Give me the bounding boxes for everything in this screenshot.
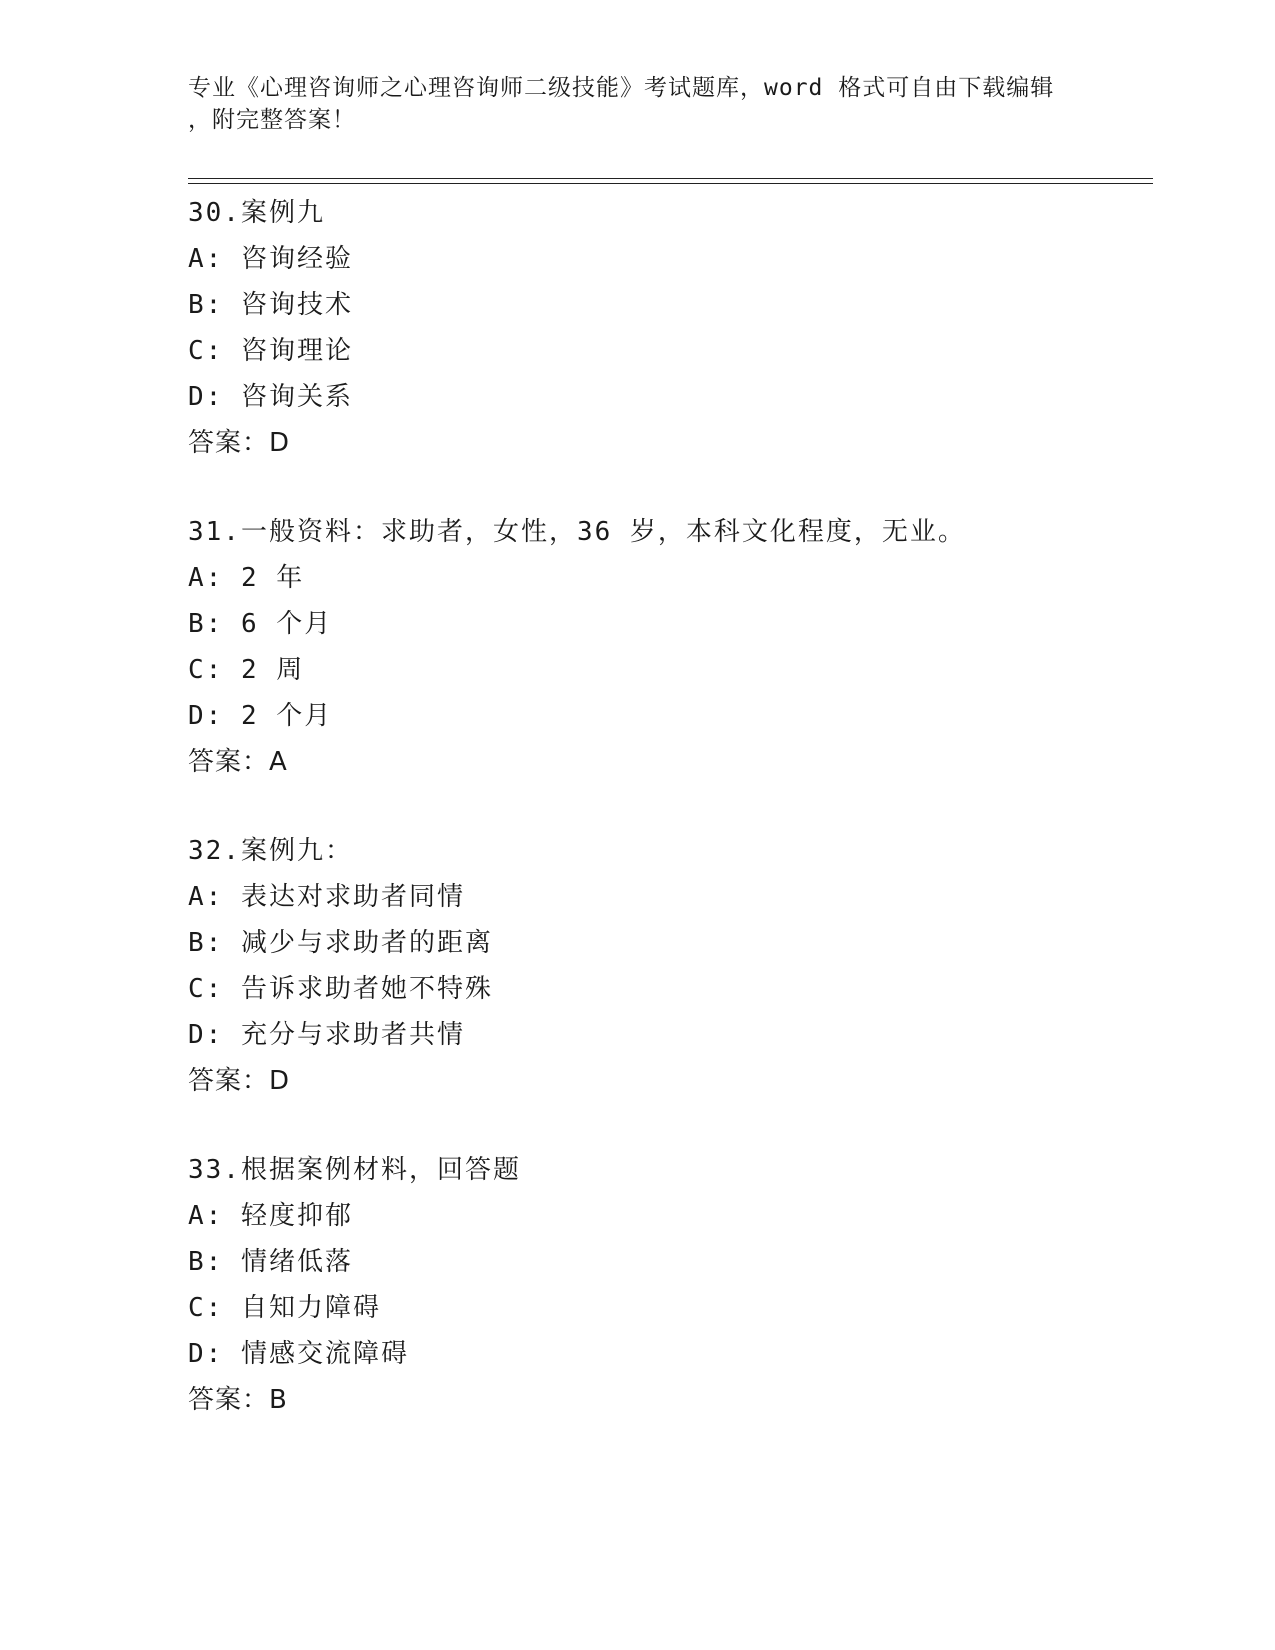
header-line-1: 专业《心理咨询师之心理咨询师二级技能》考试题库，word 格式可自由下载编辑 xyxy=(188,75,1055,101)
answer-line: 答案：B xyxy=(188,1385,288,1415)
header-line-2: ，附完整答案！ xyxy=(188,107,356,133)
option-d: D: 咨询关系 xyxy=(188,382,353,412)
question-32 xyxy=(188,828,1148,1104)
question-30 xyxy=(188,190,1148,466)
question-33 xyxy=(188,1147,1148,1423)
option-a: A: 轻度抑郁 xyxy=(188,1201,353,1231)
option-b: B: 情绪低落 xyxy=(188,1247,353,1277)
answer-line: 答案：D xyxy=(188,1066,291,1096)
option-a: A: 2 年 xyxy=(188,563,305,593)
option-c: C: 咨询理论 xyxy=(188,336,353,366)
option-d: D: 2 个月 xyxy=(188,701,333,731)
question-31 xyxy=(188,509,1148,785)
header-divider-bottom xyxy=(188,183,1153,184)
option-c: C: 2 周 xyxy=(188,655,305,685)
option-d: D: 充分与求助者共情 xyxy=(188,1020,465,1050)
question-list xyxy=(188,190,1148,1466)
question-stem: 33.根据案例材料，回答题 xyxy=(188,1155,521,1185)
option-c: C: 自知力障碍 xyxy=(188,1293,381,1323)
answer-line: 答案：A xyxy=(188,747,288,777)
option-b: B: 咨询技术 xyxy=(188,290,353,320)
option-d: D: 情感交流障碍 xyxy=(188,1339,409,1369)
document-header xyxy=(188,72,1088,136)
option-a: A: 咨询经验 xyxy=(188,244,353,274)
option-c: C: 告诉求助者她不特殊 xyxy=(188,974,493,1004)
question-stem: 30.案例九 xyxy=(188,198,325,228)
option-b: B: 减少与求助者的距离 xyxy=(188,928,493,958)
question-stem: 31.一般资料：求助者，女性，36 岁，本科文化程度，无业。 xyxy=(188,517,966,547)
question-stem: 32.案例九： xyxy=(188,836,353,866)
option-a: A: 表达对求助者同情 xyxy=(188,882,465,912)
option-b: B: 6 个月 xyxy=(188,609,333,639)
header-divider-top xyxy=(188,178,1153,179)
answer-line: 答案：D xyxy=(188,428,291,458)
